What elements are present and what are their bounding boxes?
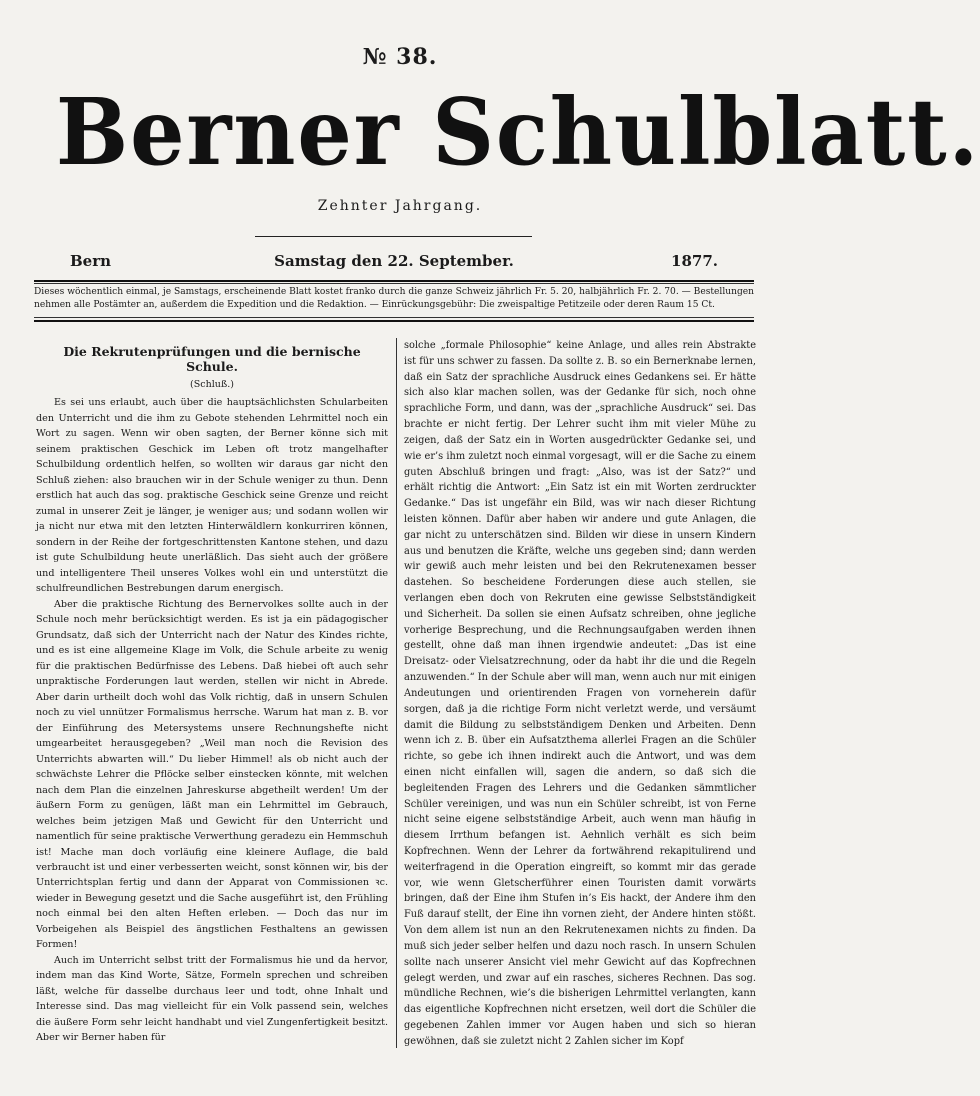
place: Bern — [70, 252, 112, 270]
dateline — [70, 252, 718, 274]
rule-bottom-thin — [34, 317, 754, 318]
masthead-title: Berner Schulblatt. — [55, 78, 980, 186]
volume-line: Zehnter Jahrgang. — [317, 198, 483, 214]
article-title: Die Rekrutenprüfungen und die bernische Schule. — [63, 344, 361, 375]
article-subtitle: (Schluß.) — [190, 378, 234, 390]
short-divider — [255, 236, 532, 237]
subscription-notice: Dieses wöchentlich einmal, je Samstags, erscheinende Blatt kostet franko durch die ganze Schweiz jährlich Fr. 5. 20, halbjährlich Fr. 2. 70. — Bestellungen nehmen alle Postämter an, außerdem die Expedition und die Redaktion. — Einrückungsgebühr: Die zweispaltige Petitzeile oder deren Raum 15 Ct. — [34, 287, 754, 310]
paragraph: Aber die praktische Richtung des Bernervolkes sollte auch in der Schule noch mehr berücksichtigt werden. Es ist ja ein pädagogischer Grundsatz, daß sich der Unterricht nach der Natur des Kindes richte, und es ist eine allgemeine Klage im Volk, die Schule arbeite zu wenig für die praktischen Bedürfnisse des Lebens. Daß hiebei oft auch sehr unpraktische Forderungen laut werden, stellen wir nicht in Abrede. Aber darin urtheilt doch wohl das Volk richtig, daß in unsern Schulen noch zu viel unnützer Formalismus herrsche. Warum hat man z. B. vor der Einführung des Metersystems unsere Rechnungshefte nicht umgearbeitet herausgegeben? „Weil man noch die Revision des Unterrichts abwarten will.“ Du lieber Himmel! als ob nicht auch der schwächste Lehrer die Pflöcke selber einstecken könnte, mit welchen nach dem Plan die einzelnen Jahreskurse abgetheilt werden! Um der äußern Form zu genügen, läßt man ein Lehrmittel im Gebrauch, welches beim jetzigen Maß und Gewicht für den Unterricht und namentlich für seine praktische Verwerthung geradezu ein Hemmschuh ist! Mache man doch vorläufig eine kleinere Auflage, die bald verbraucht ist und einer verbesserten weicht, sonst können wir, bis der Unterrichtsplan fertig und dann der Apparat von Commissionen ꝛc. wieder in Bewegung gesetzt und die Sache ausgeführt ist, den Frühling noch einmal bei den alten Heften erleben. — Doch das nur im Vorbeigehen als Beispiel des ängstlichen Festhaltens an gewissen Formen! — [36, 598, 388, 951]
paragraph: Es sei uns erlaubt, auch über die hauptsächlichsten Schularbeiten den Unterricht und die ihm zu Gebote stehenden Lehrmittel noch ein Wort zu sagen. Wenn wir oben sagten, der Berner könne sich mit seinem praktischen Geschick im Leben oft trotz mangelhafter Schulbildung ordentlich helfen, so wollten wir daraus gar nicht den Schluß ziehen: also brauchen wir in der Schule weniger zu thun. Denn erstlich hat auch das sog. praktische Geschick seine Grenze und reicht zumal in unserer Zeit je länger, je weniger aus; und sodann wollen wir ja nicht nur etwa mit den letzten Hinterwäldlern konkurriren können, sondern in der Reihe der fortgeschrittensten Kantone stehen, und dazu ist gute Schulbildung heute unerläßlich. Das sieht auch der größere und intelligentere Theil unseres Volkes wohl ein und unterstützt die schulfreundlichen Bestrebungen darum energisch. — [36, 397, 388, 595]
issue-number: № 38. — [362, 44, 438, 70]
year: 1877. — [671, 252, 718, 270]
rule-top — [34, 280, 754, 282]
left-column — [36, 338, 388, 1046]
date: Samstag den 22. September. — [274, 252, 514, 270]
paragraph: Auch im Unterricht selbst tritt der Formalismus hie und da hervor, indem man das Kind Worte, Sätze, Formeln sprechen und schreiben läßt, welche für dasselbe durchaus leer und todt, ohne Inhalt und Interesse sind. Das mag vielleicht für ein Volk passend sein, welches die äußere Form sehr leicht handhabt und viel Zungenfertigkeit besitzt. Aber wir Berner haben für — [36, 954, 388, 1044]
rule-bottom — [34, 320, 754, 322]
paragraph: solche „formale Philosophie“ keine Anlage, und alles rein Abstrakte ist für uns schwer zu fassen. Da sollte z. B. so ein Bernerknabe lernen, daß ein Satz der sprachliche Ausdruck eines Gedankens sei. Er hätte sich also klar machen sollen, was der Gedanke für sich, noch ohne sprachliche Form, und dann, was der „sprachliche Ausdruck“ sei. Das brachte er nicht fertig. Der Lehrer sucht ihm mit vieler Mühe zu zeigen, daß der Satz ein in Worten ausgedrückter Gedanke sei, und wie er’s ihm zuletzt noch einmal vorgesagt, will er die Sache zu einem guten Abschluß bringen und fragt: „Also, was ist der Satz?“ und erhält richtig die Antwort: „Ein Satz ist ein mit Worten zerdruckter Gedanke.“ Das ist ungefähr ein Bild, was wir nach dieser Richtung leisten können. Dafür aber haben wir andere und gute Anlagen, die gar nicht zu unterschätzen sind. Bilden wir diese in unsern Kindern aus und benutzen die Kräfte, welche uns gegeben sind; dann werden wir gewiß auch mehr leisten und bei den Rekrutenexamen besser dastehen. So bescheidene Forderungen diese auch stellen, sie verlangen eben doch von Rekruten eine gewisse Selbstständigkeit und Sicherheit. Da sollen sie einen Aufsatz schreiben, ohne jegliche vorherige Besprechung, und die Rechnungsaufgaben werden ihnen gestellt, ohne daß man ihnen irgendwie andeutet: „Das ist eine Dreisatz- oder Vielsatzrechnung, oder da habt ihr die und die Regeln anzuwenden.“ In der Schule aber will man, wenn auch nur mit einigen Andeutungen und orientirenden Fragen von vorneherein dafür sorgen, daß ja die richtige Form nicht verletzt werde, und versäumt damit die Bildung zu selbstständigem Denken und Arbeiten. Denn wenn ich z. B. über ein Aufsatzthema allerlei Fragen an die Schüler richte, so gebe ich ihnen indirekt auch die Antwort, und was dem einen nicht einfallen will, sagen die andern, so daß sich die begleitenden Fragen des Lehrers und die Gedanken sämmtlicher Schüler vereinigen, und was nun ein Schüler schreibt, ist von Ferne nicht seine eigene selbstständige Arbeit, auch wenn man häufig in diesem Irrthum befangen ist. Aehnlich verhält es sich beim Kopfrechnen. Wenn der Lehrer da fortwährend rekapitulirend und weiterfragend in die Operation eingreift, so kommt mir das gerade vor, wie wenn Gletscherführer einen Touristen damit vorwärts bringen, daß der Eine ihm Stufen in’s Eis hackt, der Andere ihm den Fuß darauf stellt, der Eine ihn vornen zieht, der Andere hinten stößt. Von dem allem ist nun an den Rekrutenexamen nichts zu finden. Da muß sich jeder selber helfen und dazu noch rasch. In unsern Schulen sollte nach unserer Ansicht viel mehr Gewicht auf das Kopfrechnen gelegt werden, und zwar auf ein rasches, sicheres Rechnen. Das sog. mündliche Rechnen, wie’s die bisherigen Lehrmittel verlangten, kann das eigentliche Kopfrechnen nicht ersetzen, weil dort die Schüler die gegebenen Zahlen immer vor Augen haben und sich so hieran gewöhnen, daß sie zuletzt nicht 2 Zahlen sicher im Kopf — [404, 340, 756, 1047]
right-column — [404, 338, 756, 1050]
column-divider — [396, 338, 397, 1048]
rule-top-thin — [34, 283, 754, 284]
